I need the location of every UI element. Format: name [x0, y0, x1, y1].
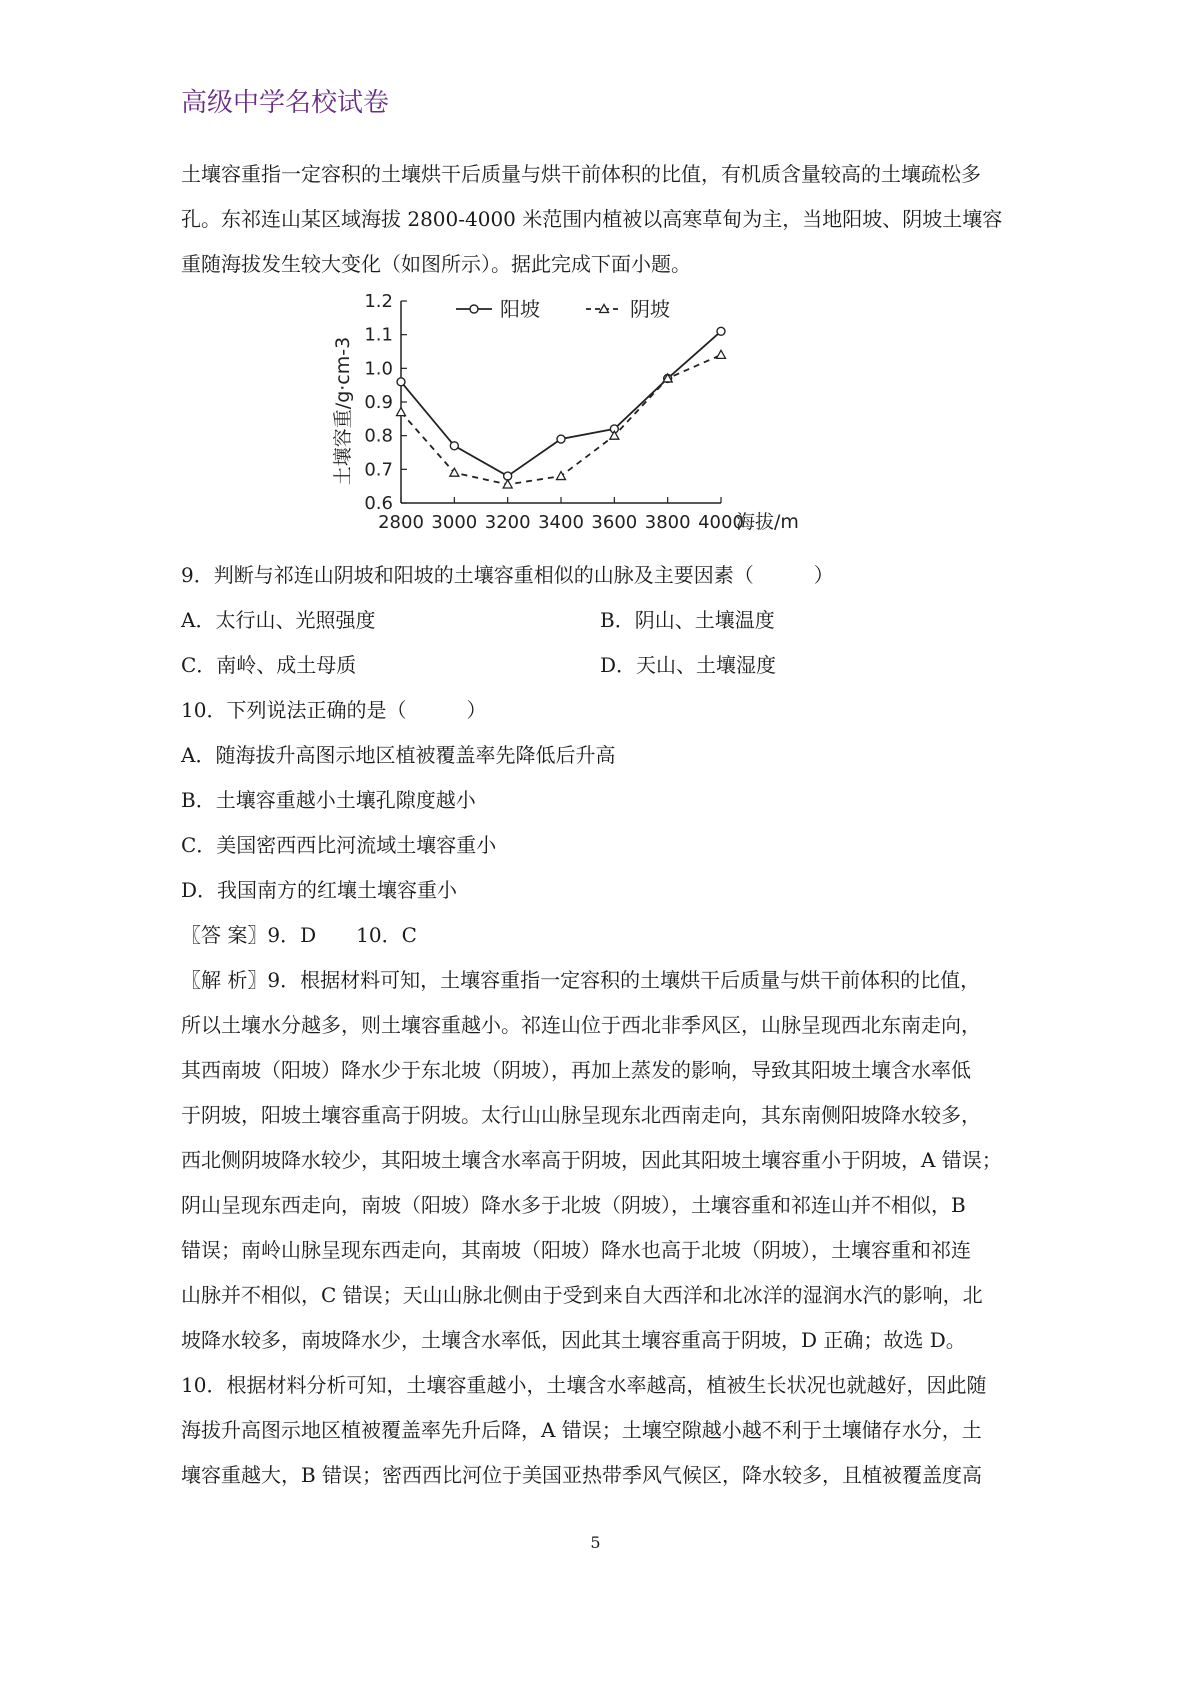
q10-option-a: A．随海拔升高图示地区植被覆盖率先降低后升高 [181, 743, 616, 767]
data-point-triangle [397, 408, 406, 416]
x-tick-label: 3000 [431, 512, 478, 533]
data-point-triangle [450, 468, 459, 476]
q9-option-d: D．天山、土壤湿度 [600, 653, 777, 677]
data-point-circle [397, 378, 405, 386]
q10-option-b: B．土壤容重越小土壤孔隙度越小 [181, 788, 476, 812]
analysis-line: 所以土壤水分越多，则土壤容重越小。祁连山位于西北非季风区，山脉呈现西北东南走向， [181, 1013, 981, 1037]
intro-line: 孔。东祁连山某区域海拔 2800-4000 米范围内植被以高寒草甸为主，当地阳坡、阴坡土壤容 [181, 207, 1003, 231]
y-tick-label: 0.7 [364, 459, 393, 481]
x-tick-label: 3800 [644, 512, 691, 533]
analysis-paragraph [181, 958, 1019, 1498]
x-tick-label: 2800 [378, 512, 424, 533]
y-tick-label: 1.2 [364, 291, 393, 312]
q9-option-a: A．太行山、光照强度 [181, 608, 376, 632]
legend-label: 阳坡 [500, 297, 540, 321]
analysis-line: 10．根据材料分析可知，土壤容重越小，土壤含水率越高，植被生长状况也就越好，因此随 [181, 1373, 987, 1397]
data-point-circle [557, 435, 565, 443]
y-tick-label: 0.8 [364, 425, 393, 447]
data-point-circle [717, 327, 725, 335]
data-point-triangle [557, 472, 566, 480]
y-tick-label: 0.9 [364, 392, 393, 413]
x-tick-label: 3200 [484, 512, 531, 533]
intro-paragraph [181, 152, 1019, 287]
x-tick-label: 4000 [698, 512, 744, 533]
page-header: 高级中学名校试卷 [181, 88, 390, 118]
analysis-line: 壤容重越大，B 错误；密西西比河位于美国亚热带季风气候区，降水较多，且植被覆盖度高 [181, 1463, 983, 1487]
analysis-line: 〖解 析〗9．根据材料可知，土壤容重指一定容积的土壤烘干后质量与烘干前体积的比值， [181, 968, 981, 992]
chart-container [181, 291, 1019, 549]
y-tick-label: 1.1 [364, 324, 393, 346]
analysis-line: 阴山呈现东西走向，南坡（阳坡）降水多于北坡（阴坡），土壤容重和祁连山并不相似，B [181, 1193, 966, 1217]
x-tick-label: 3400 [538, 512, 584, 533]
x-axis-label: 海拔/m [736, 511, 799, 533]
analysis-line: 坡降水较多，南坡降水少，土壤含水率低，因此其土壤容重高于阴坡，D 正确；故选 D。 [181, 1328, 966, 1352]
q9-options-row-1 [181, 598, 1019, 643]
y-tick-label: 1.0 [364, 358, 393, 380]
q9-options-row-2 [181, 643, 1019, 688]
analysis-line: 山脉并不相似，C 错误；天山山脉北侧由于受到来自大西洋和北冰洋的湿润水汽的影响，北 [181, 1283, 983, 1307]
data-point-circle [470, 305, 478, 313]
analysis-line: 错误；南岭山脉呈现东西走向，其南坡（阳坡）降水也高于北坡（阴坡），土壤容重和祁连 [181, 1238, 971, 1262]
chart-ticks [364, 291, 744, 533]
intro-line: 土壤容重指一定容积的土壤烘干后质量与烘干前体积的比值，有机质含量较高的土壤疏松多 [181, 162, 981, 186]
analysis-line: 海拔升高图示地区植被覆盖率先升后降，A 错误；土壤空隙越小越不利于土壤储存水分，土 [181, 1418, 982, 1442]
q10-option-d: D．我国南方的红壤土壤容重小 [181, 878, 458, 902]
q10-option-c: C．美国密西西比河流域土壤容重小 [181, 833, 497, 857]
chart-lines [397, 327, 726, 488]
legend-label: 阴坡 [630, 297, 670, 321]
analysis-line: 于阴坡，阳坡土壤容重高于阴坡。太行山山脉呈现东北西南走向，其东南侧阳坡降水较多， [181, 1103, 981, 1127]
answer-line: 〖答 案〗9．D 10．C [181, 923, 417, 947]
y-axis-label: 土壤容重/g·cm-3 [332, 336, 354, 486]
document-body [181, 152, 1019, 1498]
q9-option-c: C．南岭、成土母质 [181, 653, 357, 677]
data-point-triangle [717, 350, 726, 358]
intro-line: 重随海拔发生较大变化（如图所示）。据此完成下面小题。 [181, 252, 691, 276]
x-tick-label: 3600 [591, 512, 638, 533]
data-point-circle [450, 442, 458, 450]
q10-stem: 10．下列说法正确的是（ ） [181, 698, 487, 722]
y-tick-label: 0.6 [364, 493, 393, 514]
q9-stem: 9．判断与祁连山阴坡和阳坡的土壤容重相似的山脉及主要因素（ ） [181, 563, 834, 587]
page-number: 5 [590, 1533, 601, 1552]
analysis-line: 其西南坡（阳坡）降水少于东北坡（阴坡），再加上蒸发的影响，导致其阳坡土壤含水率低 [181, 1058, 971, 1082]
soil-bulk-density-chart [331, 291, 831, 547]
analysis-line: 西北侧阴坡降水较少，其阳坡土壤含水率高于阴坡，因此其阳坡土壤容重小于阴坡，A 错误； [181, 1148, 1002, 1172]
series-line-sunny-slope [401, 331, 721, 476]
chart-legend [456, 297, 670, 321]
q9-option-b: B．阴山、土壤温度 [600, 608, 775, 632]
